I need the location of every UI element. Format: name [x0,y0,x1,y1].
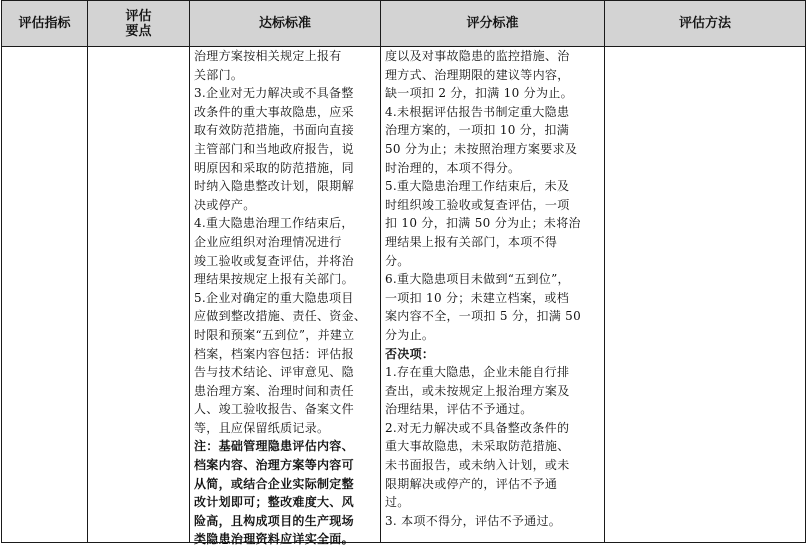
scoring-text-line: 理结果上报有关部门，本项不得 [385,234,558,249]
scoring-text-line: 6.重大隐患项目未做到“五到位”， [385,272,570,287]
standard-text-line: 关部门。 [194,67,244,82]
scoring-text-line: 分。 [385,253,410,268]
scoring-cell [385,47,603,530]
veto-text-line: 治理结果，评估不予通过。 [385,402,533,417]
veto-text-line: 2.对无力解决或不具备整改条件的 [385,420,570,435]
standard-note-line: 改计划即可；整改难度大、风 [194,495,354,510]
standard-note-line: 从简，或结合企业实际制定整 [194,476,354,491]
column-border [1,0,2,543]
header-cell-scoring: 评分标准 [381,1,604,46]
scoring-text-line: 案内容不全，一项扣 5 分，扣满 50 [385,309,582,324]
standard-note-line: 注：基础管理隐患评估内容、 [194,439,354,454]
standard-text-line: 竣工验收或复查评估，并将治 [194,253,354,268]
scoring-text-line: 时治理的，本项不得分。 [385,160,521,175]
standard-text-line: 3.企业对无力解决或不具备整 [194,86,354,101]
scoring-text-line: 缺一项扣 2 分，扣满 10 分为止。 [385,86,573,101]
header-cell-indicator: 评估指标 [2,1,87,46]
scoring-text-line: 时组织竣工验收或复查评估，一项 [385,197,570,212]
standard-text-line: 取有效防范措施，书面向直接 [194,123,354,138]
standard-text-line: 4.重大隐患治理工作结束后， [194,216,354,231]
standard-note-line: 类隐患治理资料应详实全面。 [194,532,354,547]
standard-text-line: 档案，档案内容包括：评估报 [194,346,354,361]
standard-text-line: 明原因和采取的防范措施，同 [194,160,354,175]
standard-text-line: 改条件的重大事故隐患，应采 [194,104,354,119]
column-border [380,0,381,543]
scoring-text-line: 扣 10 分，扣满 50 分为止；未将治 [385,216,581,231]
veto-text-line: 限期解决或停产的，评估不予通 [385,476,558,491]
standard-text-line: 患治理方案、治理时间和责任 [194,383,354,398]
veto-title: 否决项： [385,346,435,361]
scoring-text-line: 5.重大隐患治理工作结束后，未及 [385,179,570,194]
standard-text-line: 时纳入隐患整改计划，限期解 [194,179,354,194]
veto-text-line: 重大事故隐患，未采取防范措施、 [385,439,570,454]
standard-text-line: 应做到整改措施、责任、资金、 [194,309,367,324]
header-cell-standard: 达标标准 [190,1,380,46]
standard-note-line: 档案内容、治理方案等内容可 [194,458,354,473]
standard-text-line: 理结果按规定上报有关部门。 [194,272,354,287]
standard-text-line: 时限和预案“五到位”，并建立 [194,327,355,342]
standard-note-line: 险高，且构成项目的生产现场 [194,513,354,528]
scoring-text-line: 50 分为止；未按照治理方案要求及 [385,141,578,156]
veto-text-line: 过。 [385,495,410,510]
scoring-text-line: 一项扣 10 分；未建立档案，或档 [385,290,569,305]
column-border [87,0,88,543]
scoring-text-line: 治理方案的，一项扣 10 分，扣满 [385,123,569,138]
standard-text-line: 决或停产。 [194,197,256,212]
scoring-text-line: 度以及对事故隐患的监控措施、治 [385,49,570,63]
standard-cell [194,47,378,549]
table-bottom-border [1,542,806,543]
column-border [189,0,190,543]
table-top-border [1,0,806,1]
veto-text-line: 查出，或未按规定上报治理方案及 [385,383,570,398]
standard-text-line: 等，且应保留纸质记录。 [194,420,330,435]
veto-text-line: 1.存在重大隐患，企业未能自行排 [385,365,570,380]
scoring-text-line: 理方式、治理期限的建议等内容， [385,67,570,82]
column-border [604,0,605,543]
veto-text-line: 未书面报告，或未纳入计划，或未 [385,458,570,473]
standard-text-line: 5.企业对确定的重大隐患项目 [194,290,354,305]
scoring-text-line: 4.未根据评估报告书制定重大隐患 [385,104,570,119]
column-border [805,0,806,543]
standard-text-line: 人、竣工验收报告、备案文件 [194,402,354,417]
scoring-text-line: 分为止。 [385,327,435,342]
standard-text-line: 企业应组织对治理情况进行 [194,234,342,249]
header-cell-key-points: 评估 要点 [88,1,189,46]
standard-text-line: 治理方案按相关规定上报有 [194,49,342,63]
header-cell-method: 评估方法 [605,1,805,46]
standard-text-line: 主管部门和当地政府报告，说 [194,141,354,156]
standard-text-line: 告与技术结论、评审意见、隐 [194,365,354,380]
veto-text-line: 3. 本项不得分，评估不予通过。 [385,513,562,528]
